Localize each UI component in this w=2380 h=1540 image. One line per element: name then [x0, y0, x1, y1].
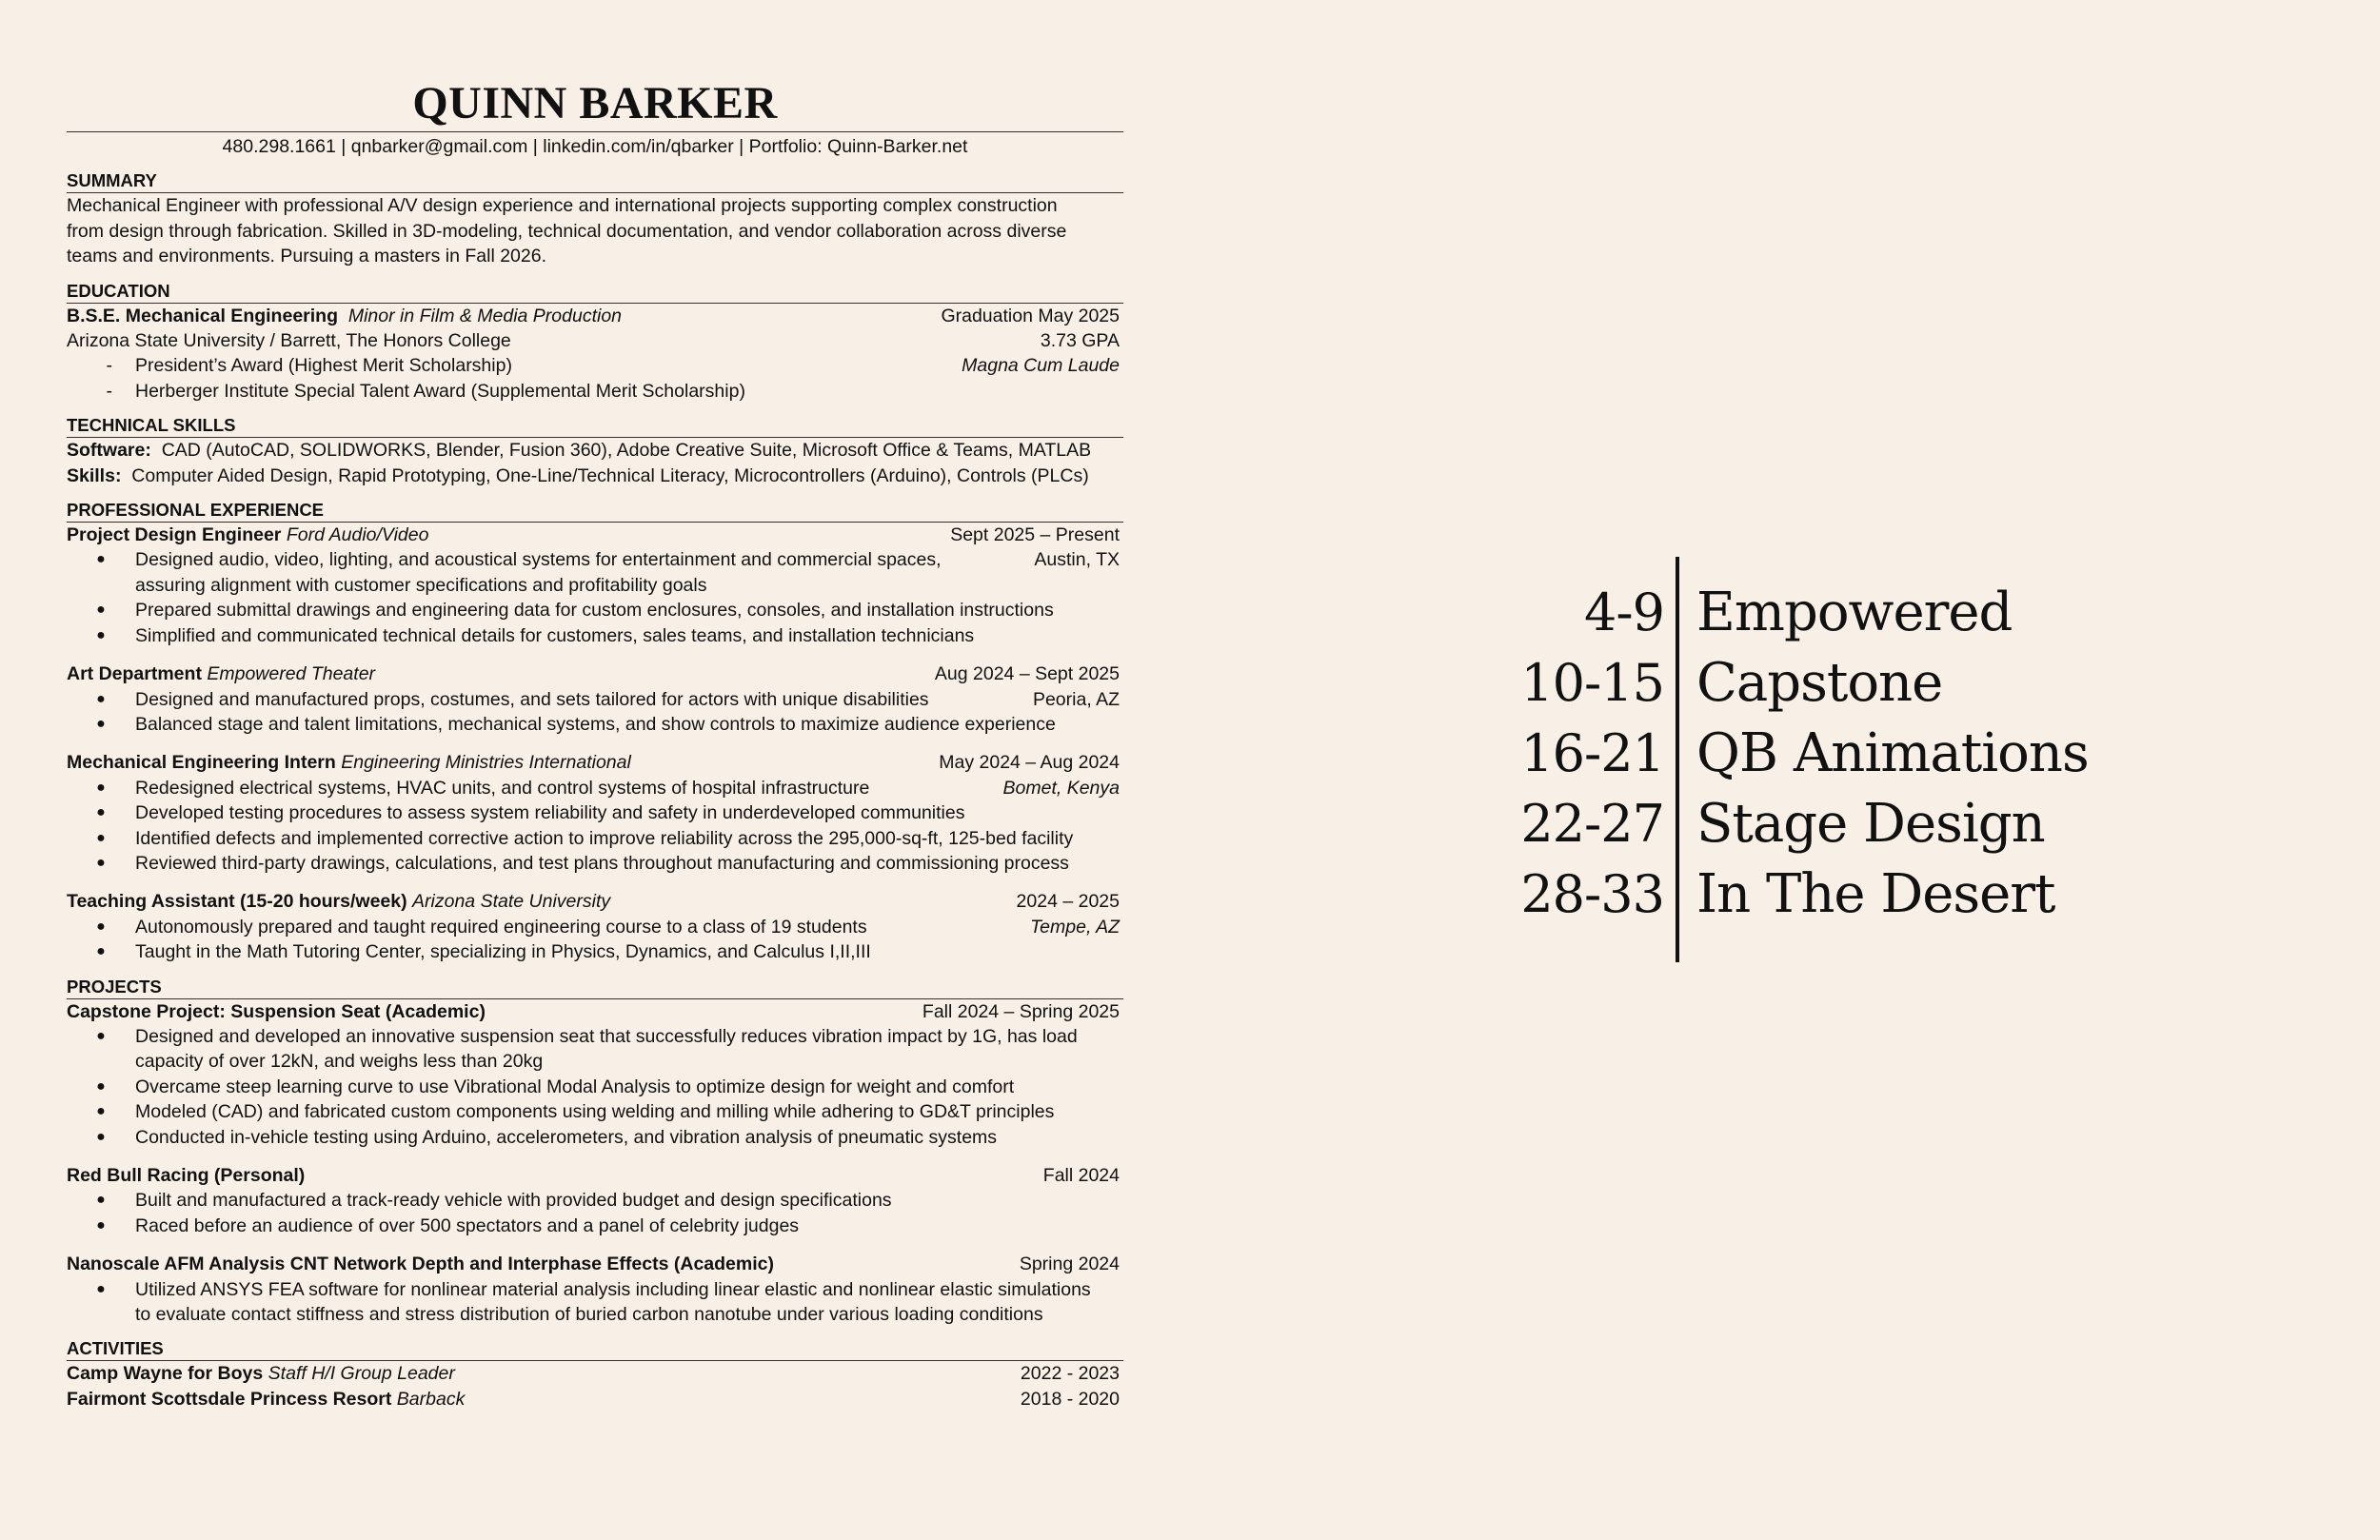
- list-item: [67, 1277, 1123, 1328]
- list-item: [67, 1075, 1123, 1099]
- list-item: [67, 851, 1123, 876]
- summary-section: [67, 168, 1123, 268]
- bullet-text: Autonomously prepared and taught required engineering course to a class of 19 students: [135, 916, 867, 938]
- job-org: Ford Audio/Video: [286, 524, 429, 546]
- job-dates: Sept 2025 – Present: [950, 524, 1120, 546]
- bullet-text: Conducted in-vehicle testing using Arduino, accelerometers, and vibration analysis of pneumatic systems: [135, 1126, 998, 1148]
- skills-section: [67, 413, 1123, 488]
- activity-org: Camp Wayne for Boys: [67, 1363, 264, 1385]
- list-item: [67, 547, 1123, 598]
- award-text: President’s Award (Highest Merit Scholarship): [135, 355, 512, 377]
- bullet-marker: ●: [96, 1280, 106, 1297]
- award-item: [67, 353, 1123, 378]
- education-section: [67, 279, 1123, 405]
- project-title: Red Bull Racing (Personal): [67, 1165, 306, 1186]
- toc-entry: [1485, 859, 2247, 930]
- activity-role: Staff H/I Group Leader: [268, 1363, 455, 1385]
- list-item: [67, 598, 1123, 622]
- list-item: [67, 776, 1123, 800]
- section-heading: SUMMARY: [67, 168, 1123, 193]
- list-item: [67, 939, 1123, 964]
- list-item: [67, 623, 1123, 648]
- job-header: [67, 750, 1123, 775]
- toc-title: In The Desert: [1696, 863, 2055, 925]
- toc-title: Empowered: [1696, 582, 2013, 643]
- education-school-row: [67, 328, 1123, 353]
- contact-line: 480.298.1661 | qnbarker@gmail.com | linkedin.com/in/qbarker | Portfolio: Quinn-Barker.net: [222, 136, 968, 157]
- section-heading: TECHNICAL SKILLS: [67, 413, 1123, 438]
- bullet-marker: ●: [96, 551, 106, 568]
- job-title: Mechanical Engineering Intern: [67, 752, 336, 774]
- bullet-marker: ●: [96, 829, 106, 846]
- activity-role: Barback: [396, 1388, 466, 1410]
- project-header: [67, 1252, 1123, 1276]
- bullet-text: Modeled (CAD) and fabricated custom components using welding and milling while adhering to GD&T principles: [135, 1101, 1055, 1123]
- activities-section: [67, 1336, 1123, 1412]
- toc-title: QB Animations: [1696, 722, 2089, 784]
- bullet-text: Balanced stage and talent limitations, mechanical systems, and show controls to maximize audience experience: [135, 713, 1056, 735]
- toc-title: Stage Design: [1696, 793, 2045, 855]
- software-text: CAD (AutoCAD, SOLIDWORKS, Blender, Fusion 360), Adobe Creative Suite, Microsoft Office & Teams, MATLAB: [161, 440, 1092, 462]
- job-title: Art Department: [67, 663, 202, 685]
- project-title: Nanoscale AFM Analysis CNT Network Depth and Interphase Effects (Academic): [67, 1254, 774, 1275]
- bullet-marker: ●: [96, 918, 106, 935]
- job-header: [67, 523, 1123, 547]
- section-heading: ACTIVITIES: [67, 1336, 1123, 1361]
- bullet-marker: ●: [96, 779, 106, 796]
- activity-dates: 2018 - 2020: [1020, 1388, 1120, 1410]
- bullet-text: Designed and manufactured props, costumes, and sets tailored for actors with unique disabilities: [135, 688, 929, 710]
- list-item: [67, 712, 1123, 737]
- dash-marker: -: [106, 355, 112, 377]
- bullet-text: Reviewed third-party drawings, calculations, and test plans throughout manufacturing and commissioning process: [135, 852, 1069, 874]
- bullet-text: Simplified and communicated technical details for customers, sales teams, and installation technicians: [135, 624, 975, 646]
- bullet-marker: ●: [96, 854, 106, 871]
- activity-org: Fairmont Scottsdale Princess Resort: [67, 1388, 392, 1410]
- job-dates: May 2024 – Aug 2024: [939, 752, 1120, 774]
- degree: B.S.E. Mechanical Engineering: [67, 305, 338, 326]
- activity-row: [67, 1387, 1123, 1412]
- list-item: [67, 1024, 1123, 1075]
- bullet-text: Designed and developed an innovative suspension seat that successfully reduces vibration impact by 1G, has load capacity of over 12kN, and weighs less than 20kg: [135, 1025, 1078, 1073]
- section-heading: PROFESSIONAL EXPERIENCE: [67, 498, 1123, 523]
- list-item: [67, 1099, 1123, 1124]
- project-title: Capstone Project: Suspension Seat (Academic): [67, 1000, 486, 1022]
- list-item: [67, 915, 1123, 939]
- bullet-text: Built and manufactured a track-ready vehicle with provided budget and design specifications: [135, 1190, 892, 1212]
- job-entry: [67, 750, 1123, 876]
- toc-page-range: 28-33: [1520, 864, 1664, 924]
- bullet-text: Raced before an audience of over 500 spectators and a panel of celebrity judges: [135, 1214, 800, 1236]
- resume: [67, 76, 1123, 1412]
- list-item: [67, 826, 1123, 851]
- projects-section: [67, 975, 1123, 1328]
- toc-entry: [1485, 578, 2247, 648]
- bullet-marker: ●: [96, 1103, 106, 1120]
- software-label: Software:: [67, 440, 151, 462]
- minor: Minor in Film & Media Production: [347, 305, 623, 326]
- experience-section: [67, 498, 1123, 965]
- honors: Magna Cum Laude: [962, 355, 1120, 377]
- activity-row: [67, 1361, 1123, 1386]
- project-dates: Fall 2024: [1042, 1165, 1120, 1186]
- education-degree-row: [67, 304, 1123, 328]
- toc-page-range: 10-15: [1520, 653, 1664, 713]
- bullet-text: Identified defects and implemented corrective action to improve reliability across the 295,000-sq-ft, 125-bed facility: [135, 827, 1074, 849]
- list-item: [67, 1125, 1123, 1150]
- bullet-marker: ●: [96, 626, 106, 643]
- bullet-marker: ●: [96, 1192, 106, 1209]
- list-item: [67, 1214, 1123, 1238]
- job-title: Project Design Engineer: [67, 524, 282, 546]
- job-entry: [67, 661, 1123, 737]
- project-dates: Fall 2024 – Spring 2025: [922, 1000, 1120, 1022]
- list-item: [67, 687, 1123, 712]
- job-header: [67, 889, 1123, 914]
- bullet-marker: ●: [96, 943, 106, 960]
- job-dates: 2024 – 2025: [1016, 891, 1120, 913]
- bullet-text: Overcame steep learning curve to use Vibrational Modal Analysis to optimize design for weight and comfort: [135, 1076, 1015, 1097]
- section-heading: PROJECTS: [67, 975, 1123, 999]
- graduation-date: Graduation May 2025: [941, 305, 1120, 326]
- bullet-text: Redesigned electrical systems, HVAC units, and control systems of hospital infrastructure: [135, 777, 870, 799]
- section-heading: EDUCATION: [67, 279, 1123, 304]
- bullet-marker: ●: [96, 1128, 106, 1145]
- bullet-marker: ●: [96, 602, 106, 619]
- job-location: Bomet, Kenya: [1002, 777, 1120, 799]
- job-entry: [67, 889, 1123, 964]
- job-dates: Aug 2024 – Sept 2025: [934, 663, 1120, 685]
- school: Arizona State University / Barrett, The Honors College: [67, 330, 511, 352]
- job-title: Teaching Assistant (15-20 hours/week): [67, 891, 407, 913]
- software-line: [67, 438, 1123, 463]
- toc-page-range: 4-9: [1584, 582, 1664, 642]
- project-header: [67, 1163, 1123, 1188]
- skills-label: Skills:: [67, 464, 122, 486]
- bullet-marker: ●: [96, 1216, 106, 1234]
- job-location: Austin, TX: [1034, 549, 1120, 571]
- summary-text: Mechanical Engineer with professional A/V design experience and international projects supporting complex construction from design through fabrication. Skilled in 3D-modeling, technical documentation, and vendor collaboration across diverse teams and environments. Pursuing a masters in Fall 2026.: [67, 195, 1067, 267]
- project-entry: [67, 1163, 1123, 1238]
- toc-entry: [1485, 648, 2247, 719]
- job-org: Arizona State University: [412, 891, 611, 913]
- project-entry: [67, 1252, 1123, 1327]
- bullet-text: Developed testing procedures to assess system reliability and safety in underdeveloped communities: [135, 802, 965, 824]
- project-dates: Spring 2024: [1019, 1254, 1120, 1275]
- job-org: Empowered Theater: [207, 663, 376, 685]
- bullet-text: Utilized ANSYS FEA software for nonlinear material analysis including linear elastic and nonlinear elastic simulations to evaluate contact stiffness and stress distribution of buried carbon nanotube under various loading conditions: [135, 1278, 1091, 1326]
- projects-list: [67, 999, 1123, 1328]
- toc-title: Capstone: [1696, 652, 1943, 714]
- bullet-marker: ●: [96, 690, 106, 707]
- list-item: [67, 1188, 1123, 1213]
- bullet-text: Prepared submittal drawings and engineering data for custom enclosures, consoles, and installation instructions: [135, 600, 1054, 622]
- bullet-text: Taught in the Math Tutoring Center, specializing in Physics, Dynamics, and Calculus I,II,III: [135, 941, 871, 963]
- skills-text: Computer Aided Design, Rapid Prototyping, One-Line/Technical Literacy, Microcontrollers (Arduino), Controls (PLCs): [131, 464, 1089, 486]
- job-header: [67, 661, 1123, 686]
- bullet-marker: ●: [96, 715, 106, 732]
- gpa: 3.73 GPA: [1040, 330, 1120, 352]
- dash-marker: -: [106, 380, 112, 402]
- bullet-marker: ●: [96, 1077, 106, 1095]
- toc-entry: [1485, 789, 2247, 859]
- name-rule: [67, 131, 1123, 132]
- job-location: Peoria, AZ: [1032, 688, 1120, 710]
- job-location: Tempe, AZ: [1030, 916, 1120, 938]
- list-item: [67, 800, 1123, 825]
- job-org: Engineering Ministries International: [341, 752, 631, 774]
- bullet-text: Designed audio, video, lighting, and acoustical systems for entertainment and commercial spaces, assuring alignment with customer specifications and profitability goals: [135, 549, 942, 596]
- activities-list: [67, 1361, 1123, 1412]
- bullet-marker: ●: [96, 1027, 106, 1044]
- jobs-list: [67, 523, 1123, 965]
- activity-dates: 2022 - 2023: [1020, 1363, 1120, 1385]
- bullet-marker: ●: [96, 804, 106, 821]
- resume-name: QUINN BARKER: [412, 78, 778, 128]
- toc-entry: [1485, 719, 2247, 789]
- toc-page-range: 22-27: [1520, 794, 1664, 854]
- award-text: Herberger Institute Special Talent Award (Supplemental Merit Scholarship): [135, 380, 745, 402]
- project-entry: [67, 999, 1123, 1150]
- award-item: [67, 379, 1123, 404]
- toc-page-range: 16-21: [1520, 723, 1664, 783]
- project-header: [67, 999, 1123, 1024]
- skills-line: [67, 464, 1123, 488]
- job-entry: [67, 523, 1123, 648]
